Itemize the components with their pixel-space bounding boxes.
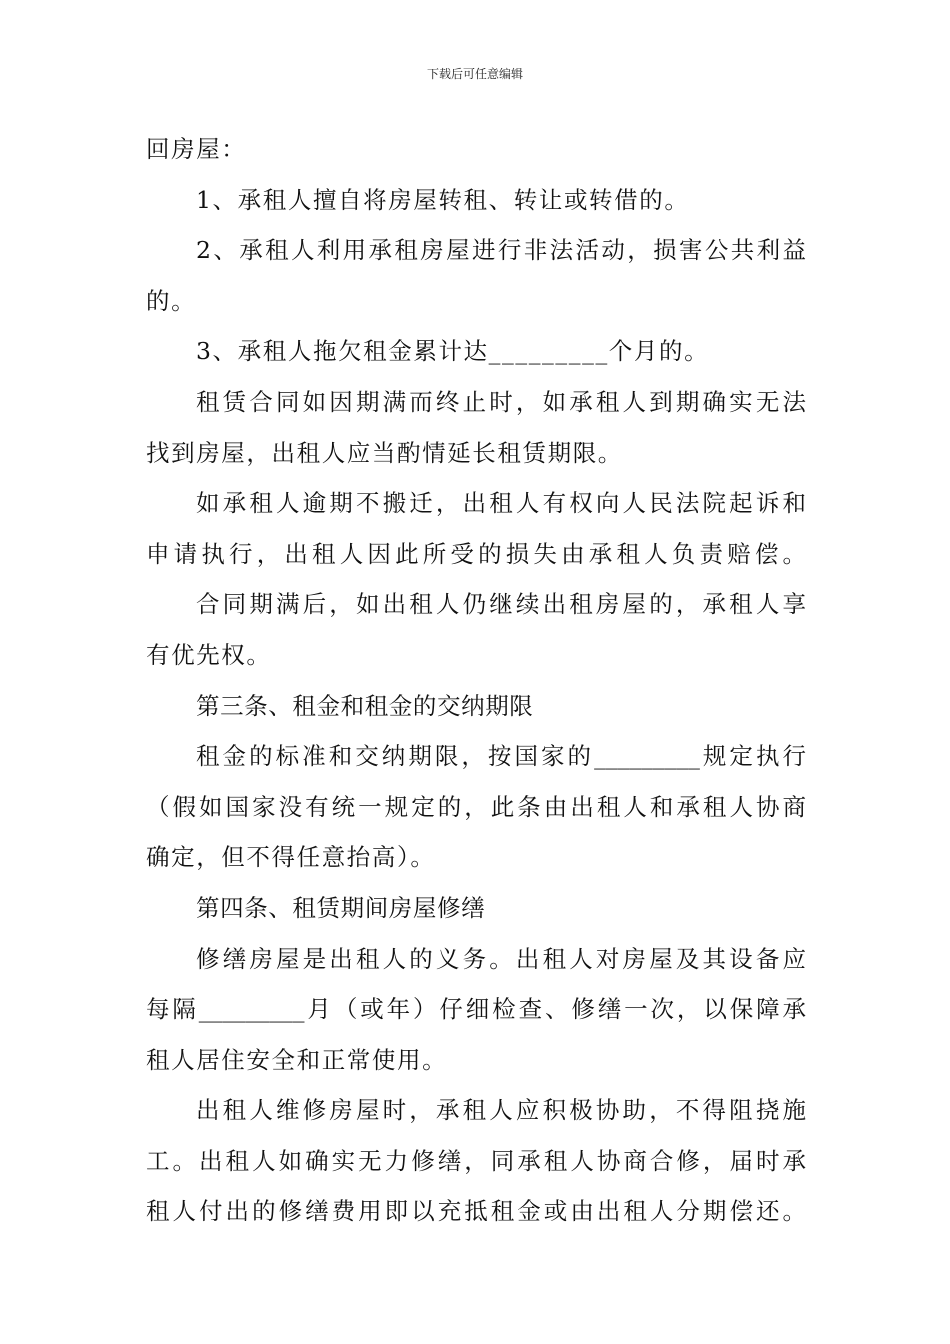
section-heading: 第四条、租赁期间房屋修缮 bbox=[196, 893, 486, 922]
text-line: 出租人维修房屋时，承租人应积极协助，不得阻挠施 bbox=[196, 1096, 806, 1125]
text-line: 合同期满后，如出租人仍继续出租房屋的，承租人享 bbox=[196, 590, 806, 619]
text-line: 申请执行，出租人因此所受的损失由承租人负责赔偿。 bbox=[146, 539, 806, 568]
text-line: 确定，但不得任意抬高）。 bbox=[146, 843, 436, 872]
page-header: 下载后可任意编辑 bbox=[426, 67, 523, 81]
text-line: （假如国家没有统一规定的，此条由出租人和承租人协商 bbox=[146, 792, 806, 821]
section-heading: 第三条、租金和租金的交纳期限 bbox=[196, 691, 534, 720]
text-line: 的。 bbox=[146, 286, 197, 315]
text-line: 如承租人逾期不搬迁，出租人有权向人民法院起诉和 bbox=[196, 489, 806, 518]
text-line: 回房屋： bbox=[146, 135, 247, 163]
text-line: 租金的标准和交纳期限，按国家的_________规定执行 bbox=[196, 742, 806, 771]
text-line: 1、承租人擅自将房屋转租、转让或转借的。 bbox=[196, 185, 690, 214]
text-line: 找到房屋，出租人应当酌情延长租赁期限。 bbox=[146, 438, 623, 467]
text-line: 工。出租人如确实无力修缮，同承租人协商合修，届时承 bbox=[146, 1146, 806, 1175]
text-line: 修缮房屋是出租人的义务。出租人对房屋及其设备应 bbox=[196, 944, 806, 973]
document-body bbox=[146, 124, 806, 1237]
text-line: 有优先权。 bbox=[146, 640, 272, 669]
text-line: 租人居住安全和正常使用。 bbox=[146, 1045, 448, 1074]
text-line: 每隔_________月（或年）仔细检查、修缮一次，以保障承 bbox=[146, 995, 806, 1024]
text-line: 2、承租人利用承租房屋进行非法活动，损害公共利益 bbox=[196, 236, 806, 265]
text-line: 3、承租人拖欠租金累计达_________个月的。 bbox=[196, 337, 710, 366]
text-line: 租赁合同如因期满而终止时，如承租人到期确实无法 bbox=[196, 387, 806, 416]
text-line: 租人付出的修缮费用即以充抵租金或由出租人分期偿还。 bbox=[146, 1197, 806, 1226]
